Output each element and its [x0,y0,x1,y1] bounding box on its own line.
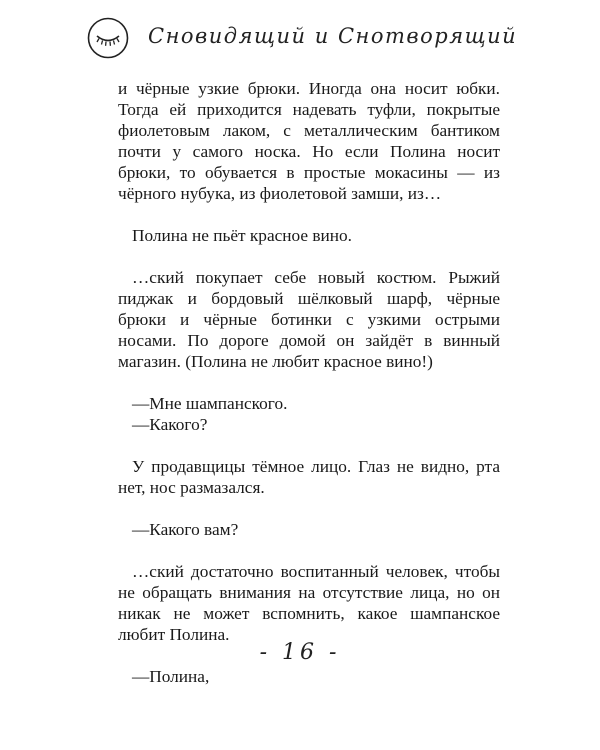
page-number: - 16 - [259,640,341,665]
page-body [118,78,500,687]
paragraph-2: Полина не пьёт красное вино. [132,226,352,245]
dialogue-line-2: —Какого? [132,415,208,434]
dialogue-line-4: —Полина, [132,667,210,686]
page-header [86,14,516,62]
paragraph-3: …ский покупает себе новый костюм. Рыжий пиджак и бордовый шёлковый шарф, чёрные брюки и чёрные ботинки с узкими острыми носами. По дороге домой он зайдёт в винный магазин. (Полина не любит красное вино!) [118,268,500,371]
dialogue-line-3: —Какого вам? [132,520,239,539]
closed-eye-icon [86,16,130,60]
paragraph-1: и чёрные узкие брюки. Иногда она носит юбки. Тогда ей приходится надевать туфли, покрытые фиолетовым лаком, с металлическим бантиком почти у самого носка. Но если Полина носит брюки, то обувается в простые мокасины — из чёрного нубука, из фиолетовой замши, из… [118,79,500,203]
paragraph-4: У продавщицы тёмное лицо. Глаз не видно, рта нет, нос размазался. [118,457,500,497]
closed-eye-logo-graphic [86,16,130,60]
paragraph-5: …ский достаточно воспитанный человек, чтобы не обращать внимания на отсутствие лица, но он никак не может вспомнить, какое шампанское любит Полина. [118,562,500,644]
running-title: Сновидящий и Снотворящий [148,24,518,48]
dialogue-line-1: —Мне шампанского. [132,394,288,413]
